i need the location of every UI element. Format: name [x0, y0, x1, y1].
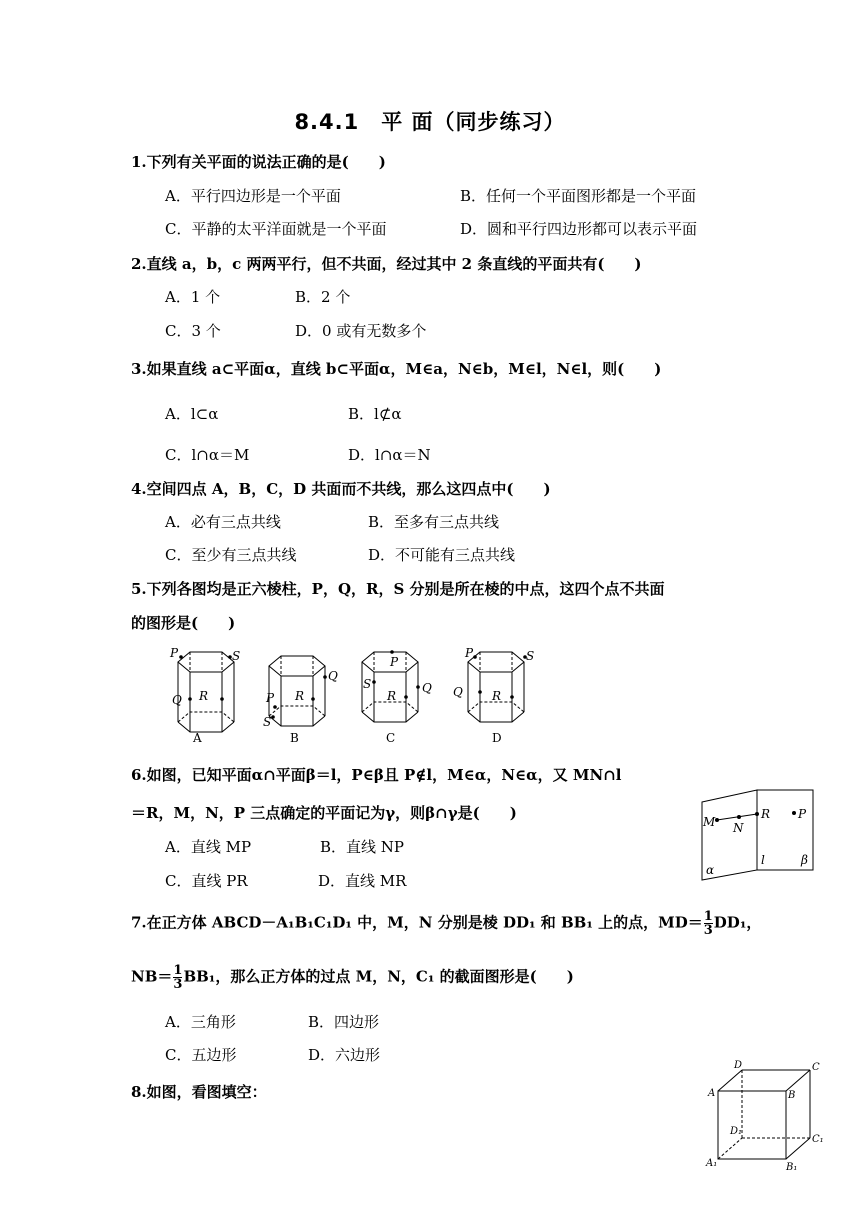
- question-3-option-d: D．l∩α＝N: [348, 446, 431, 464]
- label-alpha: α: [706, 863, 715, 877]
- question-7-option-a: A．三角形: [165, 1013, 236, 1031]
- question-2-option-b: B．2 个: [295, 288, 351, 306]
- page-title: 8.4.1 平 面（同步练习）: [294, 110, 566, 134]
- question-6-option-d: D．直线 MR: [318, 872, 407, 890]
- hexagonal-prisms-figure: [160, 642, 550, 747]
- question-1-option-d: D．圆和平行四边形都可以表示平面: [460, 220, 698, 238]
- two-planes-figure: [695, 780, 825, 885]
- question-7-line2-text: BB₁，那么正方体的过点 M，N，C₁ 的截面图形是( ): [183, 967, 574, 986]
- label-l: l: [761, 853, 765, 867]
- fraction-one-third: $\frac{1}{3}$: [703, 909, 713, 938]
- question-7-option-c: C．五边形: [165, 1046, 237, 1064]
- question-1-stem: 1.下列有关平面的说法正确的是( ): [131, 153, 386, 171]
- question-1-option-c: C．平静的太平洋面就是一个平面: [165, 220, 387, 238]
- question-7-line1-text: 7.在正方体 ABCD－A₁B₁C₁D₁ 中，M，N 分别是棱 DD₁ 和 BB₁ 上的点，MD＝: [131, 913, 703, 932]
- label-beta: β: [801, 853, 808, 867]
- label-d: D: [734, 1060, 743, 1071]
- label-a1: A₁: [706, 1158, 718, 1169]
- label-r: R: [295, 689, 305, 703]
- question-4-option-b: B．至多有三点共线: [368, 513, 500, 531]
- figure-label-a: A: [193, 731, 202, 745]
- question-4-option-d: D．不可能有三点共线: [368, 546, 516, 564]
- label-p: P: [170, 646, 179, 660]
- label-s: S: [526, 649, 535, 663]
- question-6-option-a: A．直线 MP: [165, 838, 252, 856]
- question-1-option-b: B．任何一个平面图形都是一个平面: [460, 187, 697, 205]
- question-3-stem: 3.如果直线 a⊂平面α，直线 b⊂平面α，M∈a，N∈b，M∈l，N∈l，则( ): [131, 360, 662, 378]
- question-6-option-b: B．直线 NP: [320, 838, 405, 856]
- question-3-option-a: A．l⊂α: [165, 405, 219, 423]
- label-p: P: [465, 646, 474, 660]
- prism-d: [468, 652, 524, 722]
- label-n: N: [733, 821, 744, 835]
- question-4-stem: 4.空间四点 A，B，C，D 共面而不共线，那么这四点中( ): [131, 480, 551, 498]
- question-7-option-d: D．六边形: [308, 1046, 381, 1064]
- label-b1: B₁: [786, 1162, 798, 1172]
- label-c: C: [812, 1062, 820, 1073]
- label-s: S: [263, 715, 272, 729]
- question-2-option-c: C．3 个: [165, 322, 221, 340]
- question-3-option-b: B．l⊄α: [348, 405, 402, 423]
- question-7-stem-line1: [131, 910, 761, 937]
- question-4-option-c: C．至少有三点共线: [165, 546, 297, 564]
- label-m: M: [703, 815, 716, 829]
- question-3-option-c: C．l∩α＝M: [165, 446, 250, 464]
- label-r: R: [761, 807, 771, 821]
- label-p: P: [798, 807, 807, 821]
- question-7-line2-start: NB＝: [131, 967, 173, 986]
- question-2-stem: 2.直线 a，b，c 两两平行，但不共面，经过其中 2 条直线的平面共有( ): [131, 255, 642, 273]
- label-p: P: [390, 655, 399, 669]
- label-d1: D₁: [730, 1126, 743, 1137]
- label-r: R: [492, 689, 502, 703]
- question-5-stem-line1: 5.下列各图均是正六棱柱，P，Q，R，S 分别是所在棱的中点，这四个点不共面: [131, 580, 665, 598]
- label-q: Q: [328, 669, 338, 683]
- question-7-stem-line2: [131, 964, 574, 991]
- label-p: P: [266, 691, 275, 705]
- figure-label-d: D: [492, 731, 502, 745]
- figure-label-b: B: [290, 731, 299, 745]
- label-r: R: [387, 689, 397, 703]
- label-q: Q: [172, 693, 182, 707]
- label-s: S: [232, 649, 241, 663]
- label-r: R: [199, 689, 209, 703]
- question-2-option-a: A．1 个: [165, 288, 221, 306]
- question-5-stem-line2: 的图形是( ): [131, 614, 236, 632]
- figure-label-c: C: [386, 731, 396, 745]
- question-6-stem-line1: 6.如图，已知平面α∩平面β＝l，P∈β且 P∉l，M∈α，N∈α，又 MN∩l: [131, 766, 622, 784]
- question-7-line1-end: DD₁，: [713, 913, 762, 932]
- question-4-option-a: A．必有三点共线: [165, 513, 281, 531]
- question-6-option-c: C．直线 PR: [165, 872, 248, 890]
- label-b: B: [788, 1090, 796, 1101]
- question-8-stem: 8.如图，看图填空：: [131, 1083, 267, 1101]
- question-2-option-d: D．0 或有无数多个: [295, 322, 427, 340]
- question-7-option-b: B．四边形: [308, 1013, 380, 1031]
- label-a: A: [708, 1088, 716, 1099]
- label-q: Q: [422, 681, 432, 695]
- question-1-option-a: A．平行四边形是一个平面: [165, 187, 341, 205]
- question-6-stem-line2: ＝R，M，N，P 三点确定的平面记为γ，则β∩γ是( ): [131, 804, 517, 822]
- label-q: Q: [453, 685, 463, 699]
- fraction-one-third: $\frac{1}{3}$: [173, 963, 183, 992]
- label-s: S: [363, 677, 372, 691]
- cube-figure: [700, 1056, 830, 1172]
- label-c1: C₁: [812, 1134, 824, 1145]
